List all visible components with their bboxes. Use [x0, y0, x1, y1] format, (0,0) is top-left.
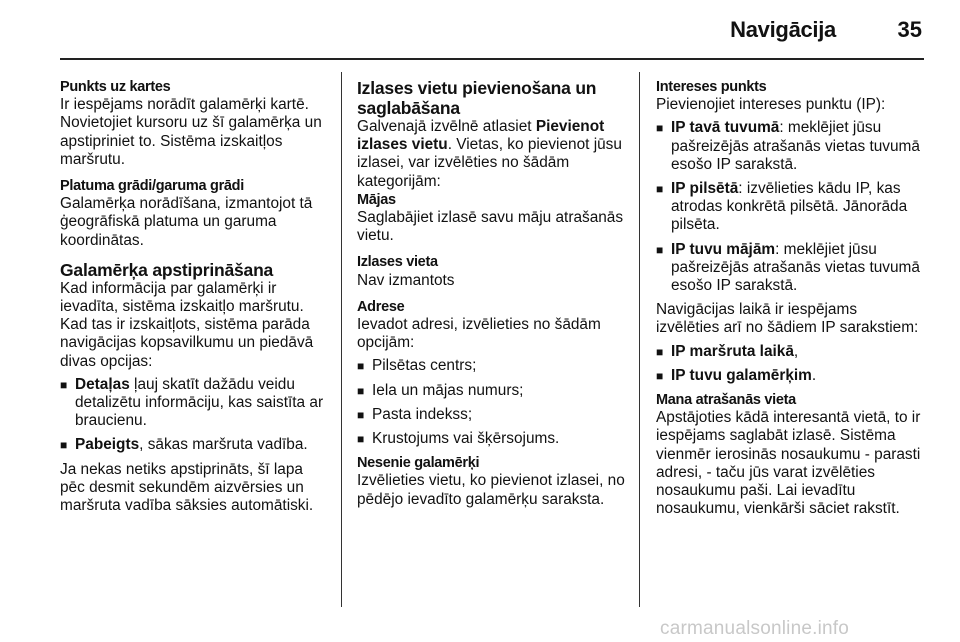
paragraph: Pievienojiet intereses punktu (IP): — [656, 96, 886, 114]
bullet-list — [656, 343, 924, 385]
subheading: Intereses punkts — [656, 79, 767, 95]
paragraph: Apstājoties kādā interesantā vietā, to ir iespējams saglabāt izlasē. Sistēma vienmēr ierosinās nosaukumu - parasti adresi, - taču jūs varat izvēlēties nosaukumu paši. Lai ievadītu nosaukumu, vienkārši sāciet rakstīt. — [656, 409, 921, 518]
bullet-list — [60, 376, 328, 455]
subheading: Nesenie galamērķi — [357, 455, 480, 472]
paragraph: Galvenajā izvēlnē atlasiet Pievienot izlases vietu. Vietas, ko pievienot jūsu izlasei, var izvēlēties no šādām kategorijām: — [357, 118, 622, 190]
subheading: Izlases vieta — [357, 254, 438, 271]
bullet-list — [357, 357, 625, 448]
subheading: Platuma grādi/garuma grādi — [60, 178, 244, 195]
paragraph: Saglabājiet izlasē savu māju atrašanās vietu. — [357, 209, 624, 245]
paragraph: Ievadot adresi, izvēlieties no šādām opcijām: — [357, 316, 601, 352]
paragraph: Ja nekas netiks apstiprināts, šī lapa pēc desmit sekundēm aizvērsies un maršruta vadība sāksies automātiski. — [60, 460, 314, 515]
watermark: carmanualsonline.info — [660, 618, 850, 639]
list-item: ■ Iela un mājas numurs; — [357, 382, 625, 400]
list-item: ■ Detaļas ļauj skatīt dažādu veidu detalizētu informāciju, kas saistīta ar braucienu. — [60, 376, 328, 431]
page-number: 35 — [897, 17, 922, 42]
list-item: ■ IP tuvu galamērķim. — [656, 367, 924, 385]
column-1 — [60, 78, 328, 515]
paragraph: Ir iespējams norādīt galamērķi kartē. Novietojiet kursoru uz šī galamērķa un apstipriniet to. Sistēma izskaitļos maršrutu. — [60, 96, 322, 168]
list-item: ■ IP maršruta laikā, — [656, 343, 924, 361]
paragraph: Izvēlieties vietu, ko pievienot izlasei, no pēdējo ievadīto galamērķu saraksta. — [357, 472, 625, 508]
list-item: ■ IP tavā tuvumā: meklējiet jūsu pašreizējās atrašanās vietas tuvumā esošo IP sarakstā. — [656, 119, 924, 174]
page-title: Navigācija — [730, 17, 836, 42]
subheading: Punkts uz kartes — [60, 79, 171, 95]
column-divider — [639, 72, 640, 607]
list-item: ■ IP pilsētā: izvēlieties kādu IP, kas atrodas konkrētā pilsētā. Jānorāda pilsēta. — [656, 180, 924, 235]
list-item: ■ Krustojums vai šķērsojums. — [357, 430, 625, 448]
section-heading: Galamērķa apstiprināšana — [60, 259, 274, 280]
paragraph: Galamērķa norādīšana, izmantojot tā ģeogrāfiskā platuma un garuma koordinātas. — [60, 195, 313, 249]
list-item: ■ IP tuvu mājām: meklējiet jūsu pašreizējās atrašanās vietas tuvumā esošo IP sarakstā. — [656, 241, 924, 296]
list-item: ■ Pabeigts, sākas maršruta vadība. — [60, 436, 328, 454]
column-divider — [341, 72, 342, 607]
subheading: Adrese — [357, 298, 405, 315]
section-heading: Izlases vietu pievienošana un saglabāšana — [357, 78, 597, 118]
subheading: Mana atrašanās vieta — [656, 392, 796, 409]
bullet-list — [656, 119, 924, 295]
subheading: Mājas — [357, 191, 396, 208]
paragraph: Navigācijas laikā ir iespējams izvēlēties arī no šādiem IP sarakstiem: — [656, 301, 919, 337]
page-header — [60, 0, 924, 60]
column-3 — [656, 78, 924, 518]
paragraph: Nav izmantots — [357, 271, 455, 289]
list-item: ■ Pasta indekss; — [357, 406, 625, 424]
list-item: ■ Pilsētas centrs; — [357, 357, 625, 375]
column-2 — [357, 78, 625, 509]
paragraph: Kad informācija par galamērķi ir ievadīta, sistēma izskaitļo maršrutu. Kad tas ir izskaitļots, sistēma parāda navigācijas kopsavilkumu un piedāvā divas opcijas: — [60, 279, 314, 370]
